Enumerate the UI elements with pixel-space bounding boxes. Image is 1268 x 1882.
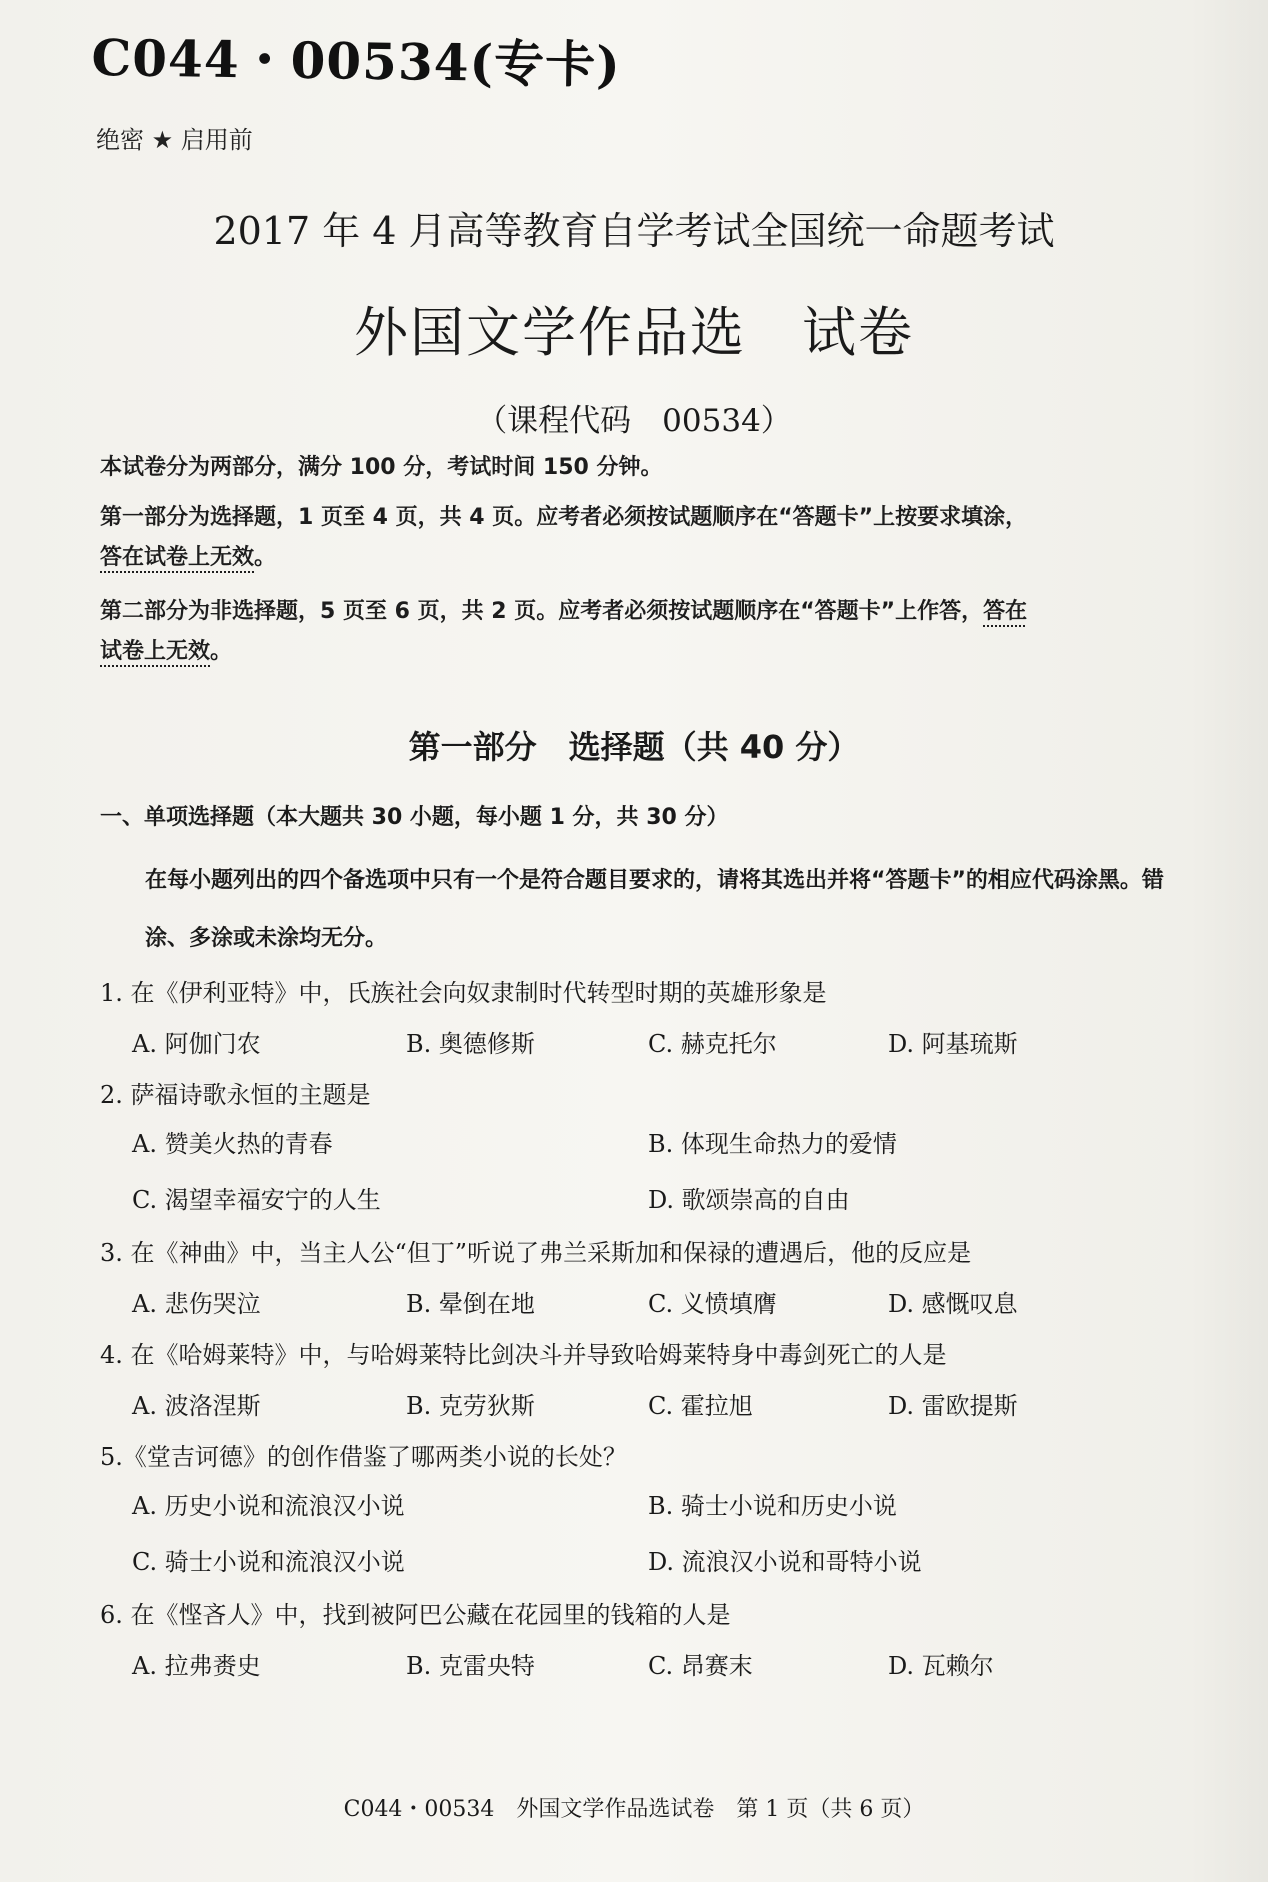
section-title: 一、单项选择题（本大题共 30 小题，每小题 1 分，共 30 分） [100,805,729,830]
question-stem: 3. 在《神曲》中，当主人公“但丁”听说了弗兰采斯加和保禄的遭遇后，他的反应是 [100,1239,972,1267]
intro-line-1: 本试卷分为两部分，满分 100 分，考试时间 150 分钟。 [100,455,663,480]
question-5 [100,1434,1200,1592]
question-4 [100,1332,1200,1434]
option-b: B. 克雷央特 [406,1652,535,1680]
option-c: C. 骑士小说和流浪汉小说 [132,1548,405,1576]
option-c: C. 赫克托尔 [648,1030,777,1058]
option-row [100,1638,1200,1694]
option-d: D. 感慨叹息 [888,1290,1018,1318]
page-edge-shadow [1188,0,1268,1882]
exam-title: 2017 年 4 月高等教育自学考试全国统一命题考试 [213,209,1055,253]
question-stem: 2. 萨福诗歌永恒的主题是 [100,1081,371,1109]
question-1 [100,970,1200,1072]
option-row [100,1118,1200,1174]
option-d: D. 瓦赖尔 [888,1652,994,1680]
section-instructions: 在每小题列出的四个备选项中只有一个是符合题目要求的，请将其选出并将“答题卡”的相应代码涂黑。错涂、多涂或未涂均无分。 [145,868,1164,951]
option-d: D. 歌颂崇高的自由 [648,1186,850,1214]
course-code: （课程代码 00534） [476,403,792,439]
intro-line-3 [100,592,1190,672]
intro-line-3-emphasis-a: 答在 [983,599,1028,624]
question-stem: 4. 在《哈姆莱特》中，与哈姆莱特比剑决斗并导致哈姆莱特身中毒剑死亡的人是 [100,1341,947,1369]
option-a: A. 赞美火热的青春 [132,1130,333,1158]
option-c: C. 渴望幸福安宁的人生 [132,1186,381,1214]
intro-block [100,448,1190,672]
question-stem: 1. 在《伊利亚特》中，氏族社会向奴隶制时代转型时期的英雄形象是 [100,979,827,1007]
option-row [100,1276,1200,1332]
option-c: C. 霍拉旭 [648,1392,753,1420]
question-stem: 5.《堂吉诃德》的创作借鉴了哪两类小说的长处？ [100,1443,627,1471]
intro-line-3-emphasis-b: 试卷上无效 [100,639,211,664]
option-row [100,1016,1200,1072]
intro-line-3-end: 。 [210,639,233,664]
option-b: B. 奥德修斯 [406,1030,535,1058]
question-3 [100,1230,1200,1332]
intro-line-3-text: 第二部分为非选择题，5 页至 6 页，共 2 页。应考者必须按试题顺序在“答题卡”上作答， [100,599,984,624]
page-footer: C044・00534 外国文学作品选试卷 第 1 页（共 6 页） [343,1797,925,1822]
paper-title: 外国文学作品选 试卷 [354,301,914,364]
intro-line-2-end: 。 [254,545,277,570]
question-stem: 6. 在《悭吝人》中，找到被阿巴公藏在花园里的钱箱的人是 [100,1601,731,1629]
option-b: B. 克劳狄斯 [406,1392,535,1420]
intro-line-2 [100,498,1190,578]
option-row [100,1378,1200,1434]
question-list [100,970,1200,1694]
secret-label: 绝密 ★ 启用前 [96,126,253,154]
option-d: D. 雷欧提斯 [888,1392,1018,1420]
option-a: A. 拉弗赉史 [132,1652,261,1680]
option-a: A. 波洛涅斯 [132,1392,261,1420]
intro-line-2-emphasis: 答在试卷上无效 [100,545,255,570]
option-c: C. 昂赛末 [648,1652,753,1680]
option-d: D. 阿基琉斯 [888,1030,1018,1058]
paper-code: C044・00534(专卡) [91,27,622,95]
question-6 [100,1592,1200,1694]
option-c: C. 义愤填膺 [648,1290,777,1318]
option-d: D. 流浪汉小说和哥特小说 [648,1548,922,1576]
option-a: A. 阿伽门农 [132,1030,261,1058]
option-a: A. 悲伤哭泣 [132,1290,261,1318]
intro-line-2-text: 第一部分为选择题，1 页至 4 页，共 4 页。应考者必须按试题顺序在“答题卡”上按要求填涂， [100,505,1028,530]
option-b: B. 晕倒在地 [406,1290,535,1318]
option-a: A. 历史小说和流浪汉小说 [132,1492,405,1520]
option-row [100,1536,1200,1592]
option-row [100,1174,1200,1230]
question-2 [100,1072,1200,1230]
option-b: B. 骑士小说和历史小说 [648,1492,897,1520]
option-row [100,1480,1200,1536]
part1-heading: 第一部分 选择题（共 40 分） [408,728,860,766]
option-b: B. 体现生命热力的爱情 [648,1130,897,1158]
